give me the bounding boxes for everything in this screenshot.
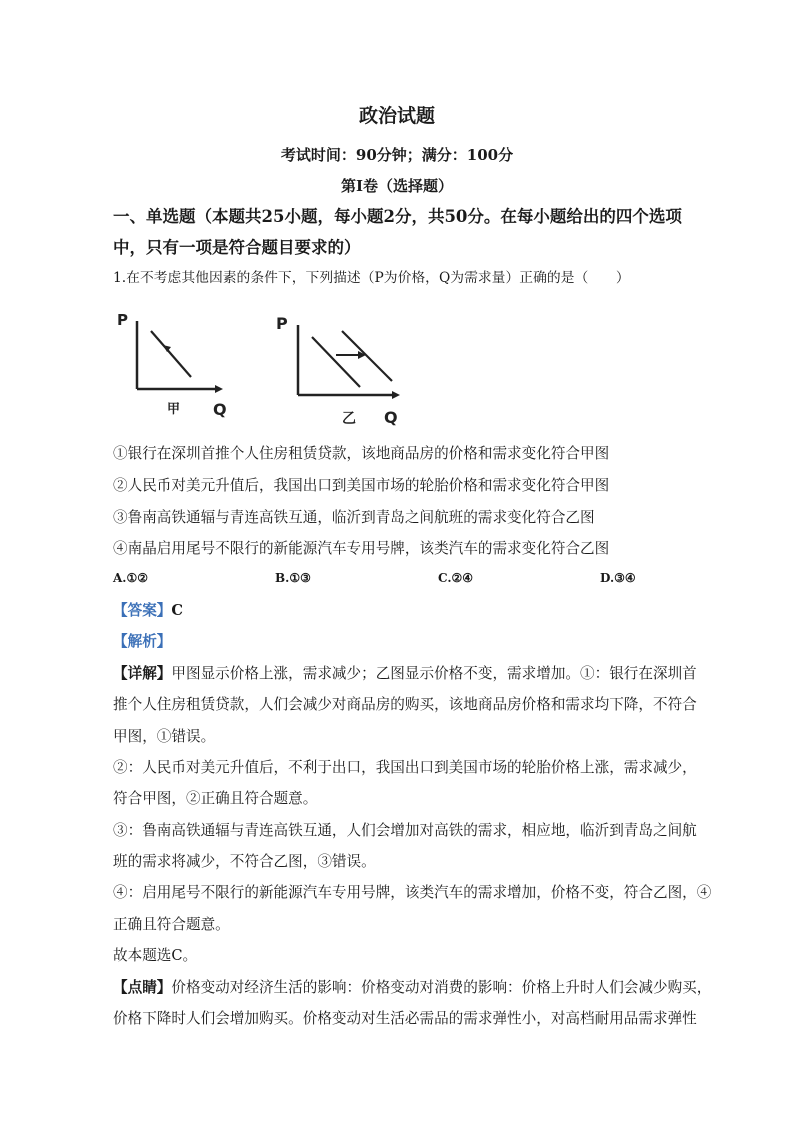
statement-1: ①银行在深圳首推个人住房租赁贷款，该地商品房的价格和需求变化符合甲图 — [113, 445, 610, 462]
detail-line-10: 故本题选C。 — [113, 947, 198, 964]
jia-q-label: Q — [213, 400, 227, 419]
detail-line-4: ②：人民币对美元升值后，不利于出口，我国出口到美国市场的轮胎价格上涨，需求减少， — [113, 759, 697, 776]
tip-text-1: 价格变动对经济生活的影响：价格变动对消费的影响：价格上升时人们会减少购买， — [171, 979, 712, 996]
yi-graph-name: 乙 — [342, 411, 356, 427]
detail-line-7: 班的需求将减少，不符合乙图，③错误。 — [113, 853, 376, 870]
tip-tag: 【点睛】 — [113, 979, 172, 996]
jia-p-label: P — [117, 311, 128, 329]
graph-yi — [272, 305, 412, 430]
yi-q-axis-arrow — [392, 391, 400, 399]
tip-line-2: 价格下降时人们会增加购买。价格变动对生活必需品的需求弹性小，对高档耐用品需求弹性 — [113, 1010, 697, 1027]
analysis-tag: 【解析】 — [113, 633, 172, 650]
detail-line-2: 推个人住房租赁贷款，人们会减少对商品房的购买，该地商品房价格和需求均下降，不符合 — [113, 696, 697, 713]
option-d: D.③④ — [600, 571, 636, 585]
detail-line-5: 符合甲图，②正确且符合题意。 — [113, 790, 318, 807]
yi-q-label: Q — [384, 408, 398, 427]
yi-demand-curve-1 — [312, 337, 360, 387]
option-c: C.②④ — [438, 571, 474, 585]
graph-jia — [113, 305, 228, 420]
statement-2: ②人民币对美元升值后，我国出口到美国市场的轮胎价格和需求变化符合甲图 — [113, 477, 610, 494]
analysis-line — [113, 632, 171, 652]
jia-q-axis-arrow — [215, 385, 223, 393]
detail-tag: 【详解】 — [113, 665, 172, 682]
jia-graph-name: 甲 — [167, 402, 181, 417]
option-a: A.①② — [113, 571, 149, 585]
question-stem: 1.在不考虑其他因素的条件下，下列描述（P为价格，Q为需求量）正确的是（ ） — [113, 270, 630, 286]
answer-tag: 【答案】 — [113, 602, 172, 619]
detail-line-9: 正确且符合题意。 — [113, 916, 230, 933]
answer-value: C — [171, 602, 184, 619]
detail-line-8: ④：启用尾号不限行的新能源汽车专用号牌，该类汽车的需求增加，价格不变，符合乙图，④ — [113, 884, 712, 901]
yi-p-label: P — [276, 314, 288, 333]
volume-heading: 第Ⅰ卷（选择题） — [340, 177, 454, 195]
exam-time: 考试时间：90分钟；满分：100分 — [280, 146, 514, 164]
section-heading-line2: 中，只有一项是符合题目要求的） — [113, 238, 361, 257]
statement-3: ③鲁南高铁通辐与青连高铁互通，临沂到青岛之间航班的需求变化符合乙图 — [113, 509, 595, 526]
page-title: 政治试题 — [358, 105, 435, 127]
jia-demand-curve — [151, 331, 191, 377]
answer-line — [113, 601, 183, 621]
option-b: B.①③ — [275, 571, 311, 585]
section-heading-line1: 一、单选题（本题共25小题，每小题2分，共50分。在每小题给出的四个选项 — [113, 207, 682, 226]
detail-line-3: 甲图，①错误。 — [113, 728, 216, 745]
statement-4: ④南晶启用尾号不限行的新能源汽车专用号牌，该类汽车的需求变化符合乙图 — [113, 540, 610, 557]
detail-line-1 — [113, 664, 697, 684]
tip-line-1 — [113, 978, 711, 998]
detail-line-6: ③：鲁南高铁通辐与青连高铁互通，人们会增加对高铁的需求，相应地，临沂到青岛之间航 — [113, 822, 697, 839]
detail-text-1: 甲图显示价格上涨，需求减少；乙图显示价格不变，需求增加。①：银行在深圳首 — [171, 665, 697, 682]
